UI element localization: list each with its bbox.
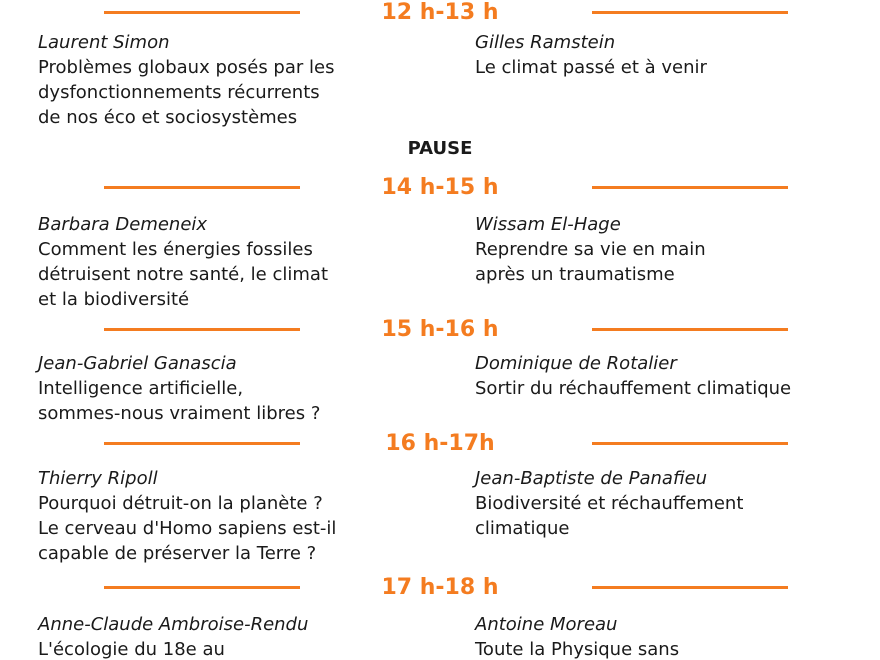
talk-left xyxy=(38,466,336,566)
divider-right xyxy=(592,328,788,331)
time-slot-header xyxy=(0,173,880,203)
talk-title: L'écologie du 18e au xyxy=(38,639,225,660)
time-slot-header xyxy=(0,0,880,28)
talk-right xyxy=(475,212,706,287)
speaker-name: Gilles Ramstein xyxy=(475,32,616,53)
talk-left xyxy=(38,212,328,312)
talk-title: Le climat passé et à venir xyxy=(475,57,707,78)
talk-left xyxy=(38,612,308,660)
talk-title: Biodiversité et réchauffement climatique xyxy=(475,493,744,539)
time-label: 15 h-16 h xyxy=(381,317,499,342)
time-slot-header xyxy=(0,573,880,603)
speaker-name: Jean-Gabriel Ganascia xyxy=(38,353,237,374)
time-slot-header xyxy=(0,429,880,459)
divider-right xyxy=(592,11,788,14)
speaker-name: Anne-Claude Ambroise-Rendu xyxy=(38,614,309,635)
talk-title: Reprendre sa vie en main après un traumatisme xyxy=(475,239,706,285)
time-slot-header xyxy=(0,315,880,345)
talk-title: Intelligence artificielle, sommes-nous vraiment libres ? xyxy=(38,378,321,424)
time-label: 17 h-18 h xyxy=(381,575,499,600)
speaker-name: Barbara Demeneix xyxy=(38,214,208,235)
speaker-name: Laurent Simon xyxy=(38,32,170,53)
talk-right xyxy=(475,351,791,401)
talk-title: Pourquoi détruit-on la planète ? Le cerveau d'Homo sapiens est-il capable de préserver la Terre ? xyxy=(38,493,337,564)
talk-title: Toute la Physique sans xyxy=(475,639,680,660)
time-label: 14 h-15 h xyxy=(381,175,499,200)
time-label: 12 h-13 h xyxy=(381,0,499,25)
pause-label: PAUSE xyxy=(407,138,473,159)
speaker-name: Antoine Moreau xyxy=(475,614,618,635)
talk-left xyxy=(38,351,320,426)
speaker-name: Thierry Ripoll xyxy=(38,468,158,489)
divider-right xyxy=(592,186,788,189)
speaker-name: Wissam El-Hage xyxy=(475,214,621,235)
time-label: 16 h-17h xyxy=(385,431,495,456)
talk-title: Sortir du réchauffement climatique xyxy=(475,378,792,399)
speaker-name: Dominique de Rotalier xyxy=(475,353,677,374)
talk-title: Problèmes globaux posés par les dysfonctionnements récurrents de nos éco et sociosystèmes xyxy=(38,57,335,128)
divider-right xyxy=(592,586,788,589)
talk-right xyxy=(475,612,679,660)
talk-left xyxy=(38,30,334,130)
divider-right xyxy=(592,442,788,445)
speaker-name: Jean-Baptiste de Panafieu xyxy=(475,468,708,489)
talk-title: Comment les énergies fossiles détruisent notre santé, le climat et la biodiversité xyxy=(38,239,328,310)
talk-right xyxy=(475,30,707,80)
talk-right xyxy=(475,466,743,541)
